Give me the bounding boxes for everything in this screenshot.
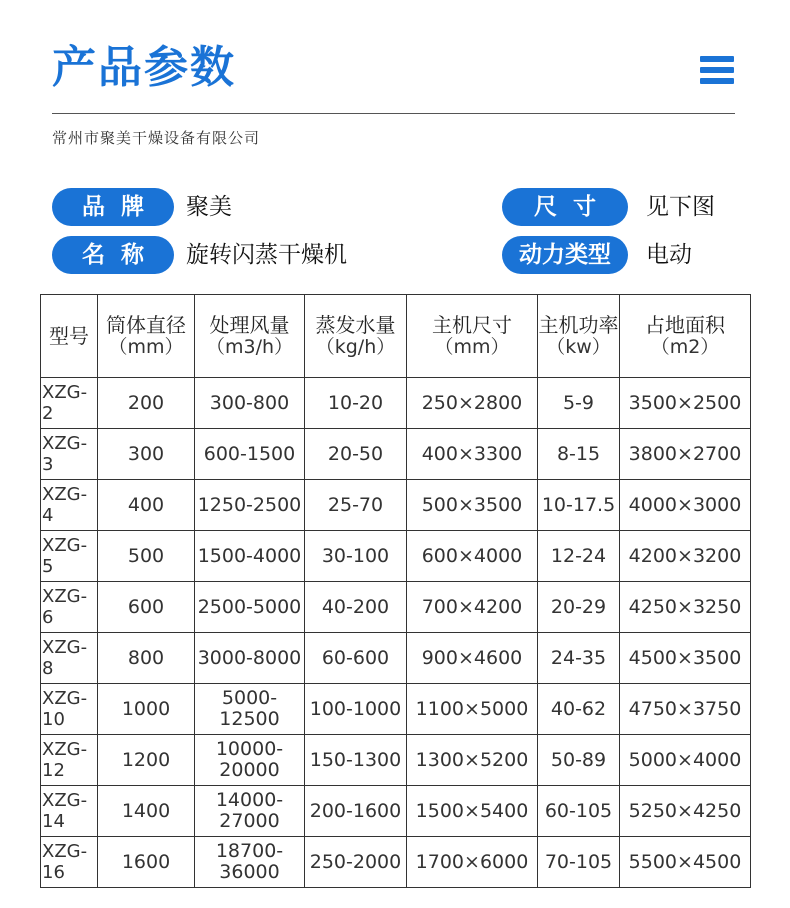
header-diameter: 筒体直径 （mm） [98, 295, 195, 378]
cell-host-size: 1100×5000 [407, 684, 538, 735]
menu-bar-middle [700, 67, 734, 73]
cell-floor-area: 4200×3200 [620, 531, 751, 582]
name-label-badge: 名 称 [52, 236, 174, 274]
table-row [41, 735, 751, 786]
cell-evaporation: 40-200 [305, 582, 407, 633]
cell-air-volume: 18700-36000 [195, 837, 305, 888]
page-title: 产品参数 [52, 42, 236, 93]
cell-evaporation: 150-1300 [305, 735, 407, 786]
cell-model: XZG-4 [41, 480, 98, 531]
cell-power: 12-24 [538, 531, 620, 582]
cell-diameter: 1600 [98, 837, 195, 888]
cell-evaporation: 25-70 [305, 480, 407, 531]
cell-host-size: 400×3300 [407, 429, 538, 480]
header-power: 主机功率 （kw） [538, 295, 620, 378]
cell-model: XZG-12 [41, 735, 98, 786]
brand-label-badge: 品 牌 [52, 188, 174, 226]
spec-table [40, 294, 751, 888]
table-row [41, 480, 751, 531]
power-type-label-badge: 动力类型 [502, 236, 628, 274]
cell-power: 70-105 [538, 837, 620, 888]
cell-floor-area: 3800×2700 [620, 429, 751, 480]
hamburger-menu-icon[interactable] [700, 56, 734, 84]
header-model: 型号 [41, 295, 98, 378]
cell-floor-area: 4250×3250 [620, 582, 751, 633]
cell-diameter: 500 [98, 531, 195, 582]
cell-diameter: 1400 [98, 786, 195, 837]
cell-model: XZG-16 [41, 837, 98, 888]
cell-floor-area: 5250×4250 [620, 786, 751, 837]
cell-air-volume: 300-800 [195, 378, 305, 429]
header-floor-area: 占地面积 （m2） [620, 295, 751, 378]
cell-air-volume: 600-1500 [195, 429, 305, 480]
cell-air-volume: 14000-27000 [195, 786, 305, 837]
title-divider [52, 113, 735, 114]
cell-model: XZG-8 [41, 633, 98, 684]
cell-host-size: 900×4600 [407, 633, 538, 684]
cell-floor-area: 3500×2500 [620, 378, 751, 429]
header-host-size: 主机尺寸 （mm） [407, 295, 538, 378]
cell-diameter: 200 [98, 378, 195, 429]
header-air-volume: 处理风量 （m3/h） [195, 295, 305, 378]
cell-evaporation: 30-100 [305, 531, 407, 582]
power-type-value: 电动 [646, 242, 692, 268]
cell-host-size: 600×4000 [407, 531, 538, 582]
cell-model: XZG-14 [41, 786, 98, 837]
cell-floor-area: 4750×3750 [620, 684, 751, 735]
cell-host-size: 1500×5400 [407, 786, 538, 837]
cell-air-volume: 5000-12500 [195, 684, 305, 735]
cell-host-size: 250×2800 [407, 378, 538, 429]
cell-evaporation: 10-20 [305, 378, 407, 429]
cell-power: 60-105 [538, 786, 620, 837]
cell-model: XZG-2 [41, 378, 98, 429]
table-row [41, 378, 751, 429]
table-row [41, 582, 751, 633]
cell-power: 40-62 [538, 684, 620, 735]
cell-evaporation: 100-1000 [305, 684, 407, 735]
name-value: 旋转闪蒸干燥机 [186, 242, 347, 268]
cell-air-volume: 2500-5000 [195, 582, 305, 633]
cell-diameter: 300 [98, 429, 195, 480]
table-row [41, 837, 751, 888]
company-name: 常州市聚美干燥设备有限公司 [52, 129, 261, 147]
cell-power: 20-29 [538, 582, 620, 633]
cell-floor-area: 4500×3500 [620, 633, 751, 684]
table-row [41, 786, 751, 837]
cell-evaporation: 20-50 [305, 429, 407, 480]
cell-floor-area: 4000×3000 [620, 480, 751, 531]
cell-diameter: 600 [98, 582, 195, 633]
table-row [41, 531, 751, 582]
table-row [41, 429, 751, 480]
cell-host-size: 1300×5200 [407, 735, 538, 786]
cell-diameter: 1000 [98, 684, 195, 735]
cell-model: XZG-3 [41, 429, 98, 480]
cell-model: XZG-6 [41, 582, 98, 633]
cell-evaporation: 60-600 [305, 633, 407, 684]
cell-diameter: 1200 [98, 735, 195, 786]
cell-diameter: 800 [98, 633, 195, 684]
cell-model: XZG-10 [41, 684, 98, 735]
cell-evaporation: 250-2000 [305, 837, 407, 888]
cell-air-volume: 10000-20000 [195, 735, 305, 786]
header-evaporation: 蒸发水量 （kg/h） [305, 295, 407, 378]
brand-value: 聚美 [186, 194, 232, 220]
cell-host-size: 500×3500 [407, 480, 538, 531]
menu-bar-top [700, 56, 734, 62]
cell-air-volume: 1500-4000 [195, 531, 305, 582]
table-row [41, 684, 751, 735]
cell-air-volume: 3000-8000 [195, 633, 305, 684]
cell-model: XZG-5 [41, 531, 98, 582]
cell-floor-area: 5500×4500 [620, 837, 751, 888]
table-header-row [41, 295, 751, 378]
cell-power: 24-35 [538, 633, 620, 684]
cell-power: 10-17.5 [538, 480, 620, 531]
size-label-badge: 尺 寸 [502, 188, 628, 226]
cell-host-size: 700×4200 [407, 582, 538, 633]
cell-air-volume: 1250-2500 [195, 480, 305, 531]
cell-floor-area: 5000×4000 [620, 735, 751, 786]
table-row [41, 633, 751, 684]
cell-power: 8-15 [538, 429, 620, 480]
cell-power: 5-9 [538, 378, 620, 429]
cell-evaporation: 200-1600 [305, 786, 407, 837]
cell-host-size: 1700×6000 [407, 837, 538, 888]
cell-diameter: 400 [98, 480, 195, 531]
menu-bar-bottom [700, 78, 734, 84]
cell-power: 50-89 [538, 735, 620, 786]
size-value: 见下图 [646, 194, 715, 220]
